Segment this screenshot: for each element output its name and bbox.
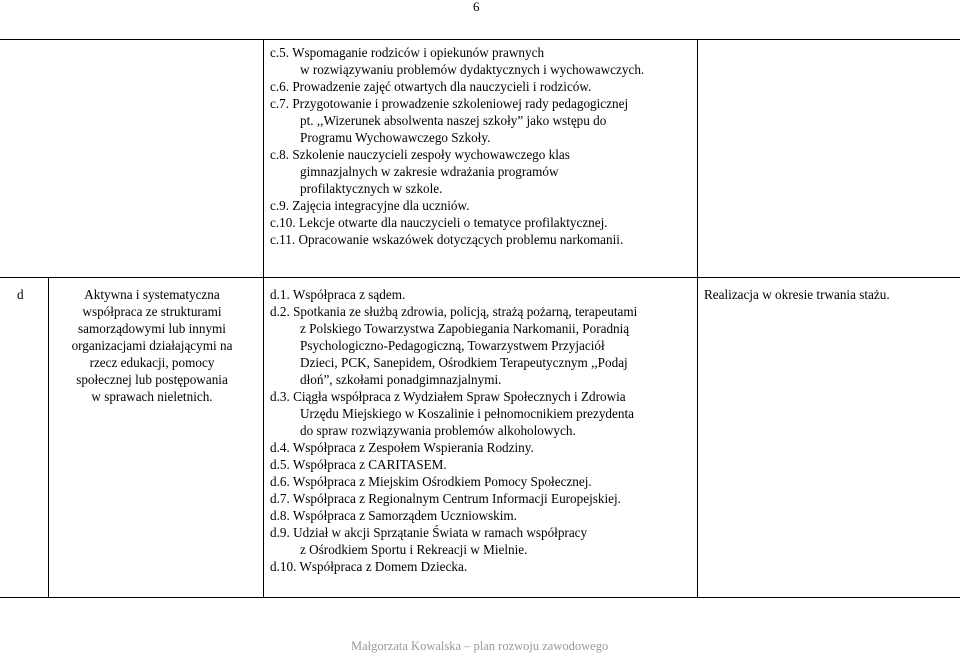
section-c-item-line: c.5. Wspomaganie rodziców i opiekunów prawnych	[270, 45, 545, 60]
section-d-item-line: d.3. Ciągła współpraca z Wydziałem Spraw Społecznych i Zdrowia	[270, 389, 626, 404]
section-c-item-line: c.11. Opracowanie wskazówek dotyczących problemu narkomanii.	[270, 232, 624, 247]
section-d-title-line: samorządowymi lub innymi	[78, 321, 226, 336]
section-c-item-line: c.6. Prowadzenie zajęć otwartych dla nauczycieli i rodziców.	[270, 79, 592, 94]
section-d-item-line: dłoń”, szkołami ponadgimnazjalnymi.	[300, 372, 502, 387]
section-c-item-line: c.10. Lekcje otwarte dla nauczycieli o tematyce profilaktycznej.	[270, 215, 608, 230]
section-d-item-line: d.6. Współpraca z Miejskim Ośrodkiem Pomocy Społecznej.	[270, 474, 592, 489]
section-d-item-line: Psychologiczno-Pedagogiczną, Towarzystwem Przyjaciół	[300, 338, 605, 353]
section-d-title-line: Aktywna i systematyczna	[84, 287, 220, 302]
table-bottom-border	[0, 597, 960, 598]
table-top-border	[0, 39, 960, 40]
section-c-item-line: c.8. Szkolenie nauczycieli zespoły wychowawczego klas	[270, 147, 570, 162]
section-d-title-line: organizacjami działającymi na	[71, 338, 233, 353]
section-d-item-line: d.1. Współpraca z sądem.	[270, 287, 406, 302]
section-d-item-line: d.5. Współpraca z CARITASEM.	[270, 457, 447, 472]
section-d-item-line: d.9. Udział w akcji Sprzątanie Świata w ramach współpracy	[270, 525, 588, 540]
section-d-title-line: w sprawach nieletnich.	[91, 389, 213, 404]
section-d-term: Realizacja w okresie trwania stażu.	[704, 287, 890, 302]
section-d-item-line: z Ośrodkiem Sportu i Rekreacji w Mielnie.	[300, 542, 528, 557]
section-d-title-line: społecznej lub postępowania	[76, 372, 228, 387]
section-d-title	[57, 286, 247, 405]
section-c-item-line: c.9. Zajęcia integracyjne dla uczniów.	[270, 198, 470, 213]
section-d-item-line: do spraw rozwiązywania problemów alkoholowych.	[300, 423, 576, 438]
page-number: 6	[473, 0, 480, 14]
section-d-item-line: d.7. Współpraca z Regionalnym Centrum Informacji Europejskiej.	[270, 491, 621, 506]
section-d-item-line: d.4. Współpraca z Zespołem Wspierania Rodziny.	[270, 440, 534, 455]
section-d-item-line: Urzędu Miejskiego w Koszalinie i pełnomocnikiem prezydenta	[300, 406, 634, 421]
section-c-item-line: c.7. Przygotowanie i prowadzenie szkoleniowej rady pedagogicznej	[270, 96, 629, 111]
row-divider	[0, 277, 960, 278]
page-footer: Małgorzata Kowalska – plan rozwoju zawodowego	[351, 639, 609, 653]
section-d-item-line: z Polskiego Towarzystwa Zapobiegania Narkomanii, Poradnią	[300, 321, 630, 336]
section-d-letter: d	[17, 287, 24, 302]
section-d-item-line: d.8. Współpraca z Samorządem Uczniowskim.	[270, 508, 517, 523]
column-divider-1	[48, 277, 49, 597]
section-d-task-list	[270, 286, 690, 575]
section-c-item-line: pt. ,,Wizerunek absolwenta naszej szkoły” jako wstępu do	[300, 113, 607, 128]
column-divider-2	[263, 39, 264, 597]
section-d-item-line: d.10. Współpraca z Domem Dziecka.	[270, 559, 468, 574]
section-c-item-line: gimnazjalnych w zakresie wdrażania programów	[300, 164, 559, 179]
section-d-item-line: Dzieci, PCK, Sanepidem, Ośrodkiem Terapeutycznym ,,Podaj	[300, 355, 628, 370]
section-c-item-line: w rozwiązywaniu problemów dydaktycznych i wychowawczych.	[300, 62, 645, 77]
section-d-item-line: d.2. Spotkania ze służbą zdrowia, policją, strażą pożarną, terapeutami	[270, 304, 638, 319]
section-d-title-line: współpraca ze strukturami	[82, 304, 222, 319]
section-d-title-line: rzecz edukacji, pomocy	[89, 355, 215, 370]
section-c-item-line: Programu Wychowawczego Szkoły.	[300, 130, 491, 145]
section-c-task-list	[270, 44, 700, 248]
section-c-item-line: profilaktycznych w szkole.	[300, 181, 443, 196]
